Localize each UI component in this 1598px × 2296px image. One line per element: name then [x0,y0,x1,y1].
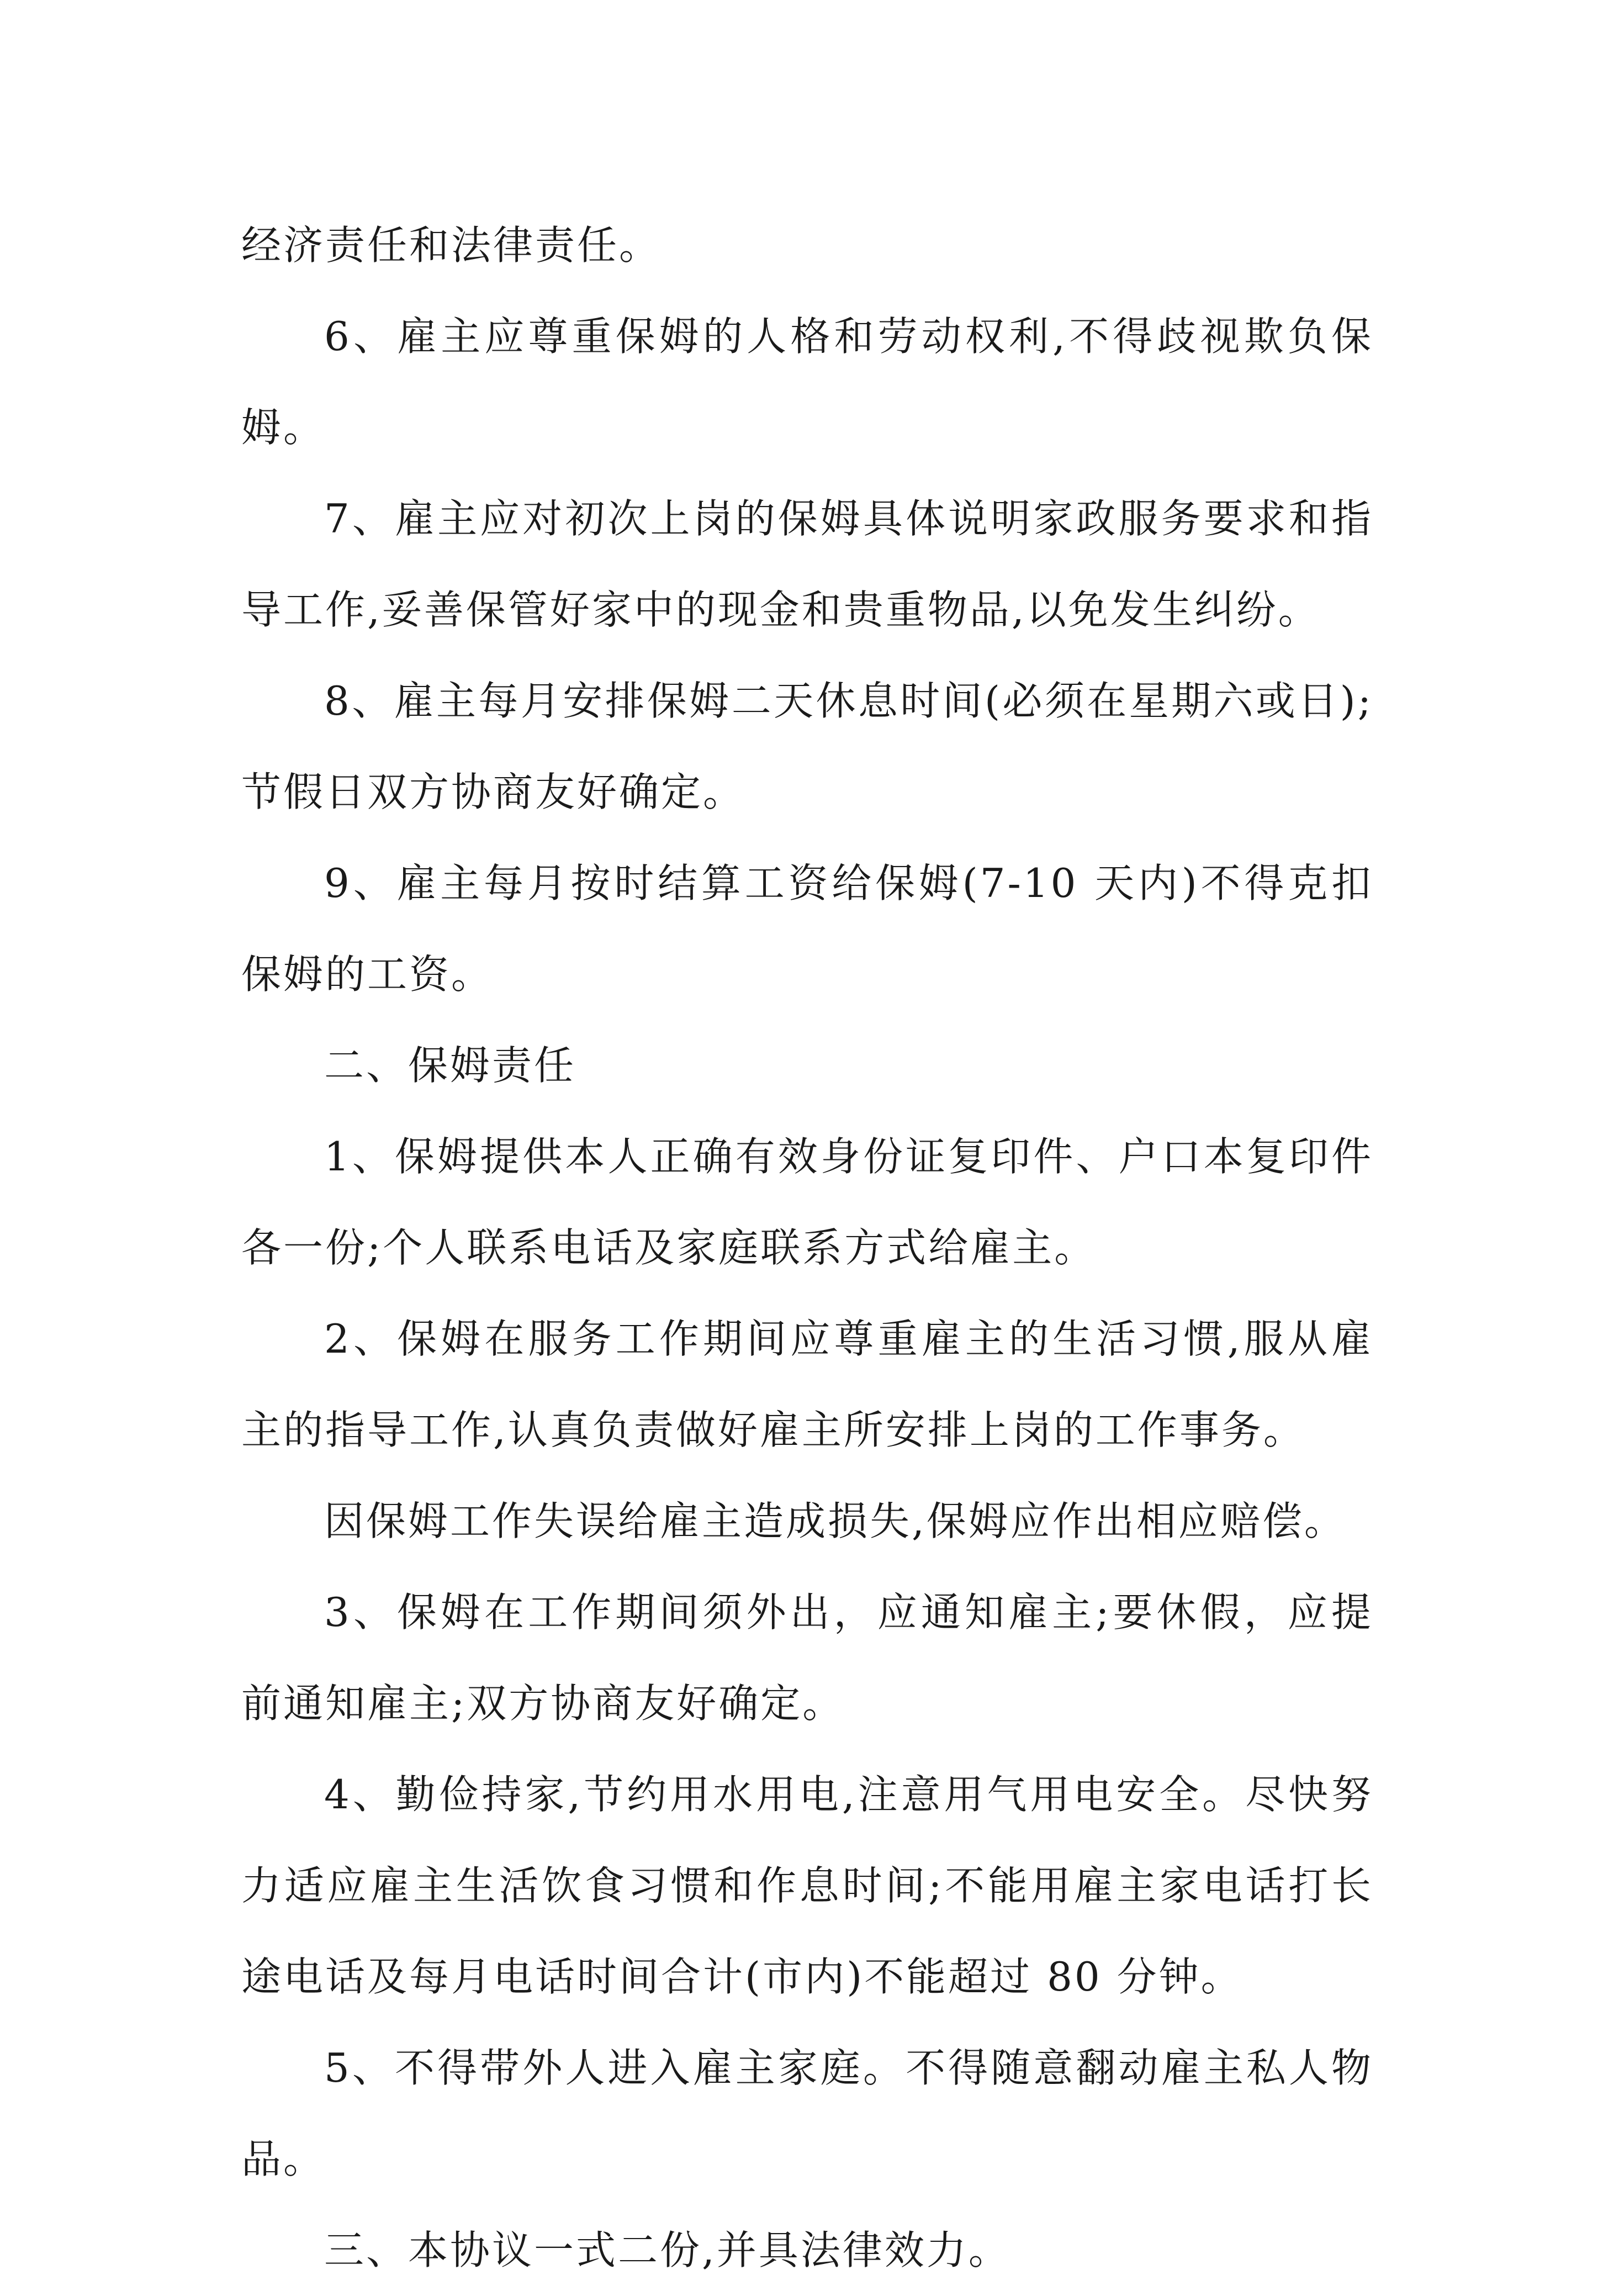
paragraph-nanny-5: 5、不得带外人进入雇主家庭。不得随意翻动雇主私人物品。 [241,2045,1373,2182]
section-heading-agreement: 三、本协议一式二份,并具法律效力。 [324,2227,1010,2273]
paragraph-employer-9: 9、雇主每月按时结算工资给保姆(7-10 天内)不得克扣保姆的工资。 [241,860,1373,997]
paragraph-continuation: 经济责任和法律责任。 [241,222,662,268]
paragraph-nanny-2: 2、保姆在服务工作期间应尊重雇主的生活习惯,服从雇主的指导工作,认真负责做好雇主所安排上岗的工作事务。 [241,1316,1373,1453]
paragraph-employer-8: 8、雇主每月安排保姆二天休息时间(必须在星期六或日);节假日双方协商友好确定。 [241,678,1373,815]
paragraph-employer-7: 7、雇主应对初次上岗的保姆具体说明家政服务要求和指导工作,妥善保管好家中的现金和贵重物品,以免发生纠纷。 [241,495,1373,633]
paragraph-nanny-4: 4、勤俭持家,节约用水用电,注意用气用电安全。尽快努力适应雇主生活饮食习惯和作息时间;不能用雇主家电话打长途电话及每月电话时间合计(市内)不能超过 80 分钟。 [241,1771,1373,2000]
paragraph-nanny-2-note: 因保姆工作失误给雇主造成损失,保姆应作出相应赔偿。 [324,1498,1346,1544]
paragraph-nanny-3: 3、保姆在工作期间须外出，应通知雇主;要休假，应提前通知雇主;双方协商友好确定。 [241,1589,1373,1727]
document-body [241,200,1373,2296]
paragraph-nanny-1: 1、保姆提供本人正确有效身份证复印件、户口本复印件各一份;个人联系电话及家庭联系方式给雇主。 [241,1133,1373,1271]
paragraph-employer-6: 6、雇主应尊重保姆的人格和劳动权利,不得歧视欺负保姆。 [241,313,1373,451]
section-heading-nanny-duties: 二、保姆责任 [324,1042,576,1089]
